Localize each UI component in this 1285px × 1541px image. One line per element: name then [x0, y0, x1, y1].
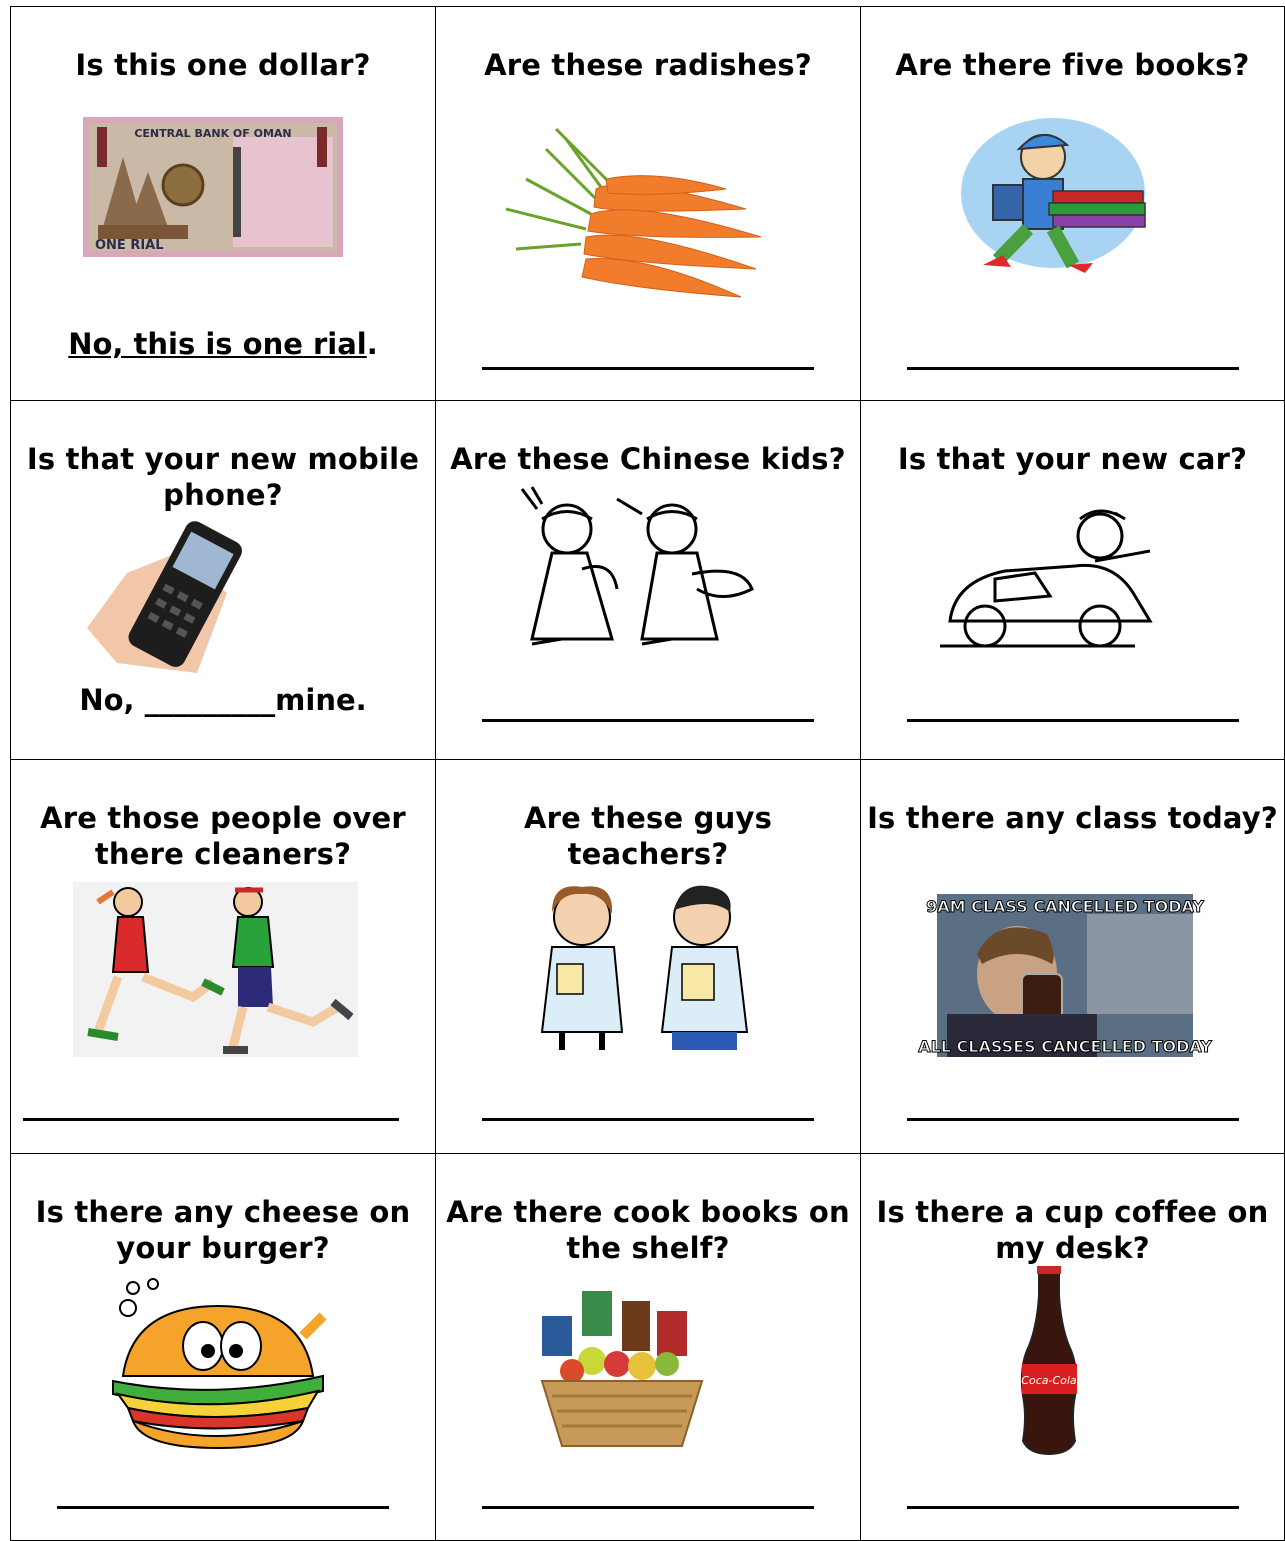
mobile-phone-icon	[87, 513, 257, 678]
question-text: Are there five books?	[895, 48, 1250, 82]
doctors-icon	[522, 882, 772, 1057]
banknote-top-text: CENTRAL BANK OF OMAN	[134, 127, 292, 140]
question-text: Are there cook books on the shelf?	[446, 1195, 850, 1265]
answer-period: .	[366, 327, 378, 361]
question-text: Is that your new car?	[897, 442, 1248, 476]
answer-blank-line	[482, 719, 814, 722]
banknote-icon	[83, 117, 343, 257]
native-kids-icon	[492, 489, 804, 654]
answer-prefix: No,	[79, 683, 145, 717]
question-text: Are these guys teachers?	[523, 801, 773, 871]
card-1	[11, 7, 436, 401]
card-2	[436, 7, 861, 401]
answer-blank-line	[57, 1506, 389, 1509]
answer-suffix: mine.	[275, 683, 367, 717]
meme-top-text: 9AM CLASS CANCELLED TODAY	[926, 897, 1204, 916]
answer-blank: _________	[144, 683, 276, 717]
answer-text	[11, 683, 435, 717]
answer-blank-line	[482, 1506, 814, 1509]
question-text: Are those people over there cleaners?	[40, 801, 406, 871]
bottle-label-text: Coca-Cola	[1021, 1374, 1077, 1387]
answer-text	[11, 327, 435, 361]
banknote-bottom-text: ONE RIAL	[95, 238, 164, 253]
answer-blank-line	[907, 367, 1239, 370]
answer-blank-line	[907, 719, 1239, 722]
card-11	[436, 1154, 861, 1541]
question-text: Is there any cheese on your burger?	[35, 1195, 411, 1265]
answer-underlined: No, this is one rial	[68, 327, 367, 361]
gift-basket-icon	[522, 1286, 722, 1451]
answer-blank-line	[907, 1118, 1239, 1121]
meme-bottom-text: ALL CLASSES CANCELLED TODAY	[918, 1037, 1212, 1056]
question-text: Is there any class today?	[867, 801, 1278, 835]
card-4	[11, 401, 436, 760]
question-text: Are these Chinese kids?	[450, 442, 846, 476]
answer-blank-line	[23, 1118, 399, 1121]
card-10	[11, 1154, 436, 1541]
card-7	[11, 760, 436, 1154]
card-3	[861, 7, 1285, 401]
answer-blank-line	[482, 367, 814, 370]
question-text: Is there a cup coffee on my desk?	[876, 1195, 1269, 1265]
carrots-icon	[486, 119, 806, 319]
card-8	[436, 760, 861, 1154]
answer-blank-line	[482, 1118, 814, 1121]
burger-icon	[103, 1276, 333, 1451]
meme-photo-icon	[918, 894, 1212, 1057]
answer-blank-line	[907, 1506, 1239, 1509]
question-text: Are these radishes?	[484, 48, 812, 82]
boy-carrying-books-icon	[953, 115, 1183, 285]
card-5	[436, 401, 861, 760]
runners-icon	[73, 882, 358, 1057]
man-in-car-icon	[935, 501, 1175, 661]
question-text: Is that your new mobile phone?	[26, 442, 420, 512]
cola-bottle-icon	[1009, 1266, 1089, 1456]
card-9	[861, 760, 1285, 1154]
question-grid	[10, 6, 1285, 1541]
card-12	[861, 1154, 1285, 1541]
card-6	[861, 401, 1285, 760]
question-text: Is this one dollar?	[75, 48, 371, 82]
